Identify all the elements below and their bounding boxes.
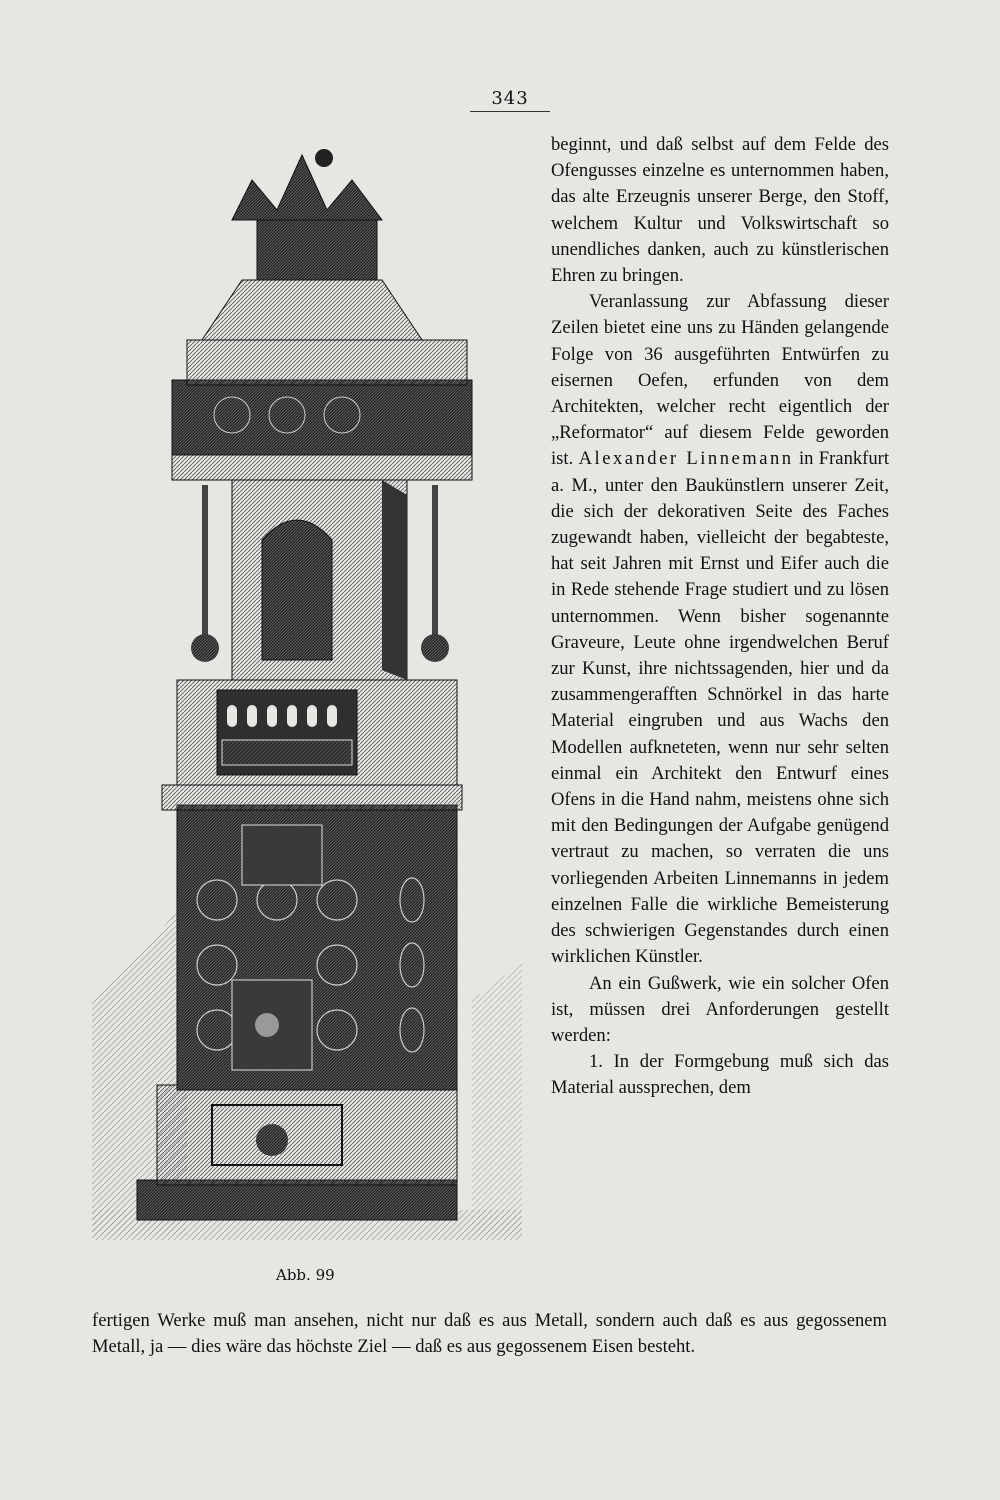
full-width-text	[92, 1308, 887, 1360]
paragraph-occasion	[551, 289, 889, 970]
paragraph-requirements: An ein Gußwerk, wie ein solcher Ofen ist, müssen drei Anforderungen gestellt werden:	[551, 972, 889, 1046]
paragraph-requirement-1-continuation: fertigen Werke muß man ansehen, nicht nur daß es aus Metall, sondern auch daß es aus gegossenem Metall, ja — dies wäre das höchste Ziel — daß es aus gegossenem Eisen besteht.	[92, 1310, 887, 1358]
architect-name: Alexander Linnemann	[578, 448, 794, 470]
paragraph-occasion-text: Veranlassung zur Abfassung dieser Zeilen bietet eine uns zu Händen gelangende Folge von 36 ausgeführten Entwürfen zu eisernen Oefen, erfunden von dem Architekten, welcher recht eigentlich der „Reformator“ auf diesem Felde geworden ist.	[551, 291, 889, 470]
stove-engraving	[92, 140, 522, 1250]
paragraph-opening: beginnt, und daß selbst auf dem Felde des Ofengusses einzelne es unternommen haben, das alte Erzeugnis unserer Berge, den Stoff, welchem Kultur und Volkswirtschaft so unendliches danken, auch zu künstlerischen Ehren zu bringen.	[551, 134, 889, 287]
page-number: 343	[470, 88, 550, 112]
paragraph-requirement-1: 1. In der Formgebung muß sich das Material aussprechen, dem	[551, 1051, 889, 1099]
text-column	[551, 132, 889, 1102]
paragraph-occasion-continuation: in Frankfurt a. M., unter den Baukünstlern unserer Zeit, die sich der dekorativen Seite des Faches zugewandt haben, vielleicht der begabteste, hat seit Jahren mit Ernst und Eifer auch die in Rede stehende Frage studiert und zu lösen unternommen. Wenn bisher sogenannte Graveure, Leute ohne irgendwelchen Beruf zur Kunst, ihre nichtssagenden, hier und da zusammengerafften Schnörkel in das harte Material eingruben und aus Wachs den Modellen aufkneteten, wenn nur sehr selten einmal ein Architekt den Entwurf eines Ofens in die Hand nahm, meistens ohne sich mit den Bedingungen der Aufgabe genügend vertraut zu machen, so verraten die uns vorliegenden Arbeiten Linnemanns in jedem einzelnen Falle die wirkliche Bemeisterung des schwierigen Gegenstandes durch einen wirklichen Künstler.	[551, 448, 890, 968]
figure-caption: Abb. 99	[276, 1266, 335, 1284]
